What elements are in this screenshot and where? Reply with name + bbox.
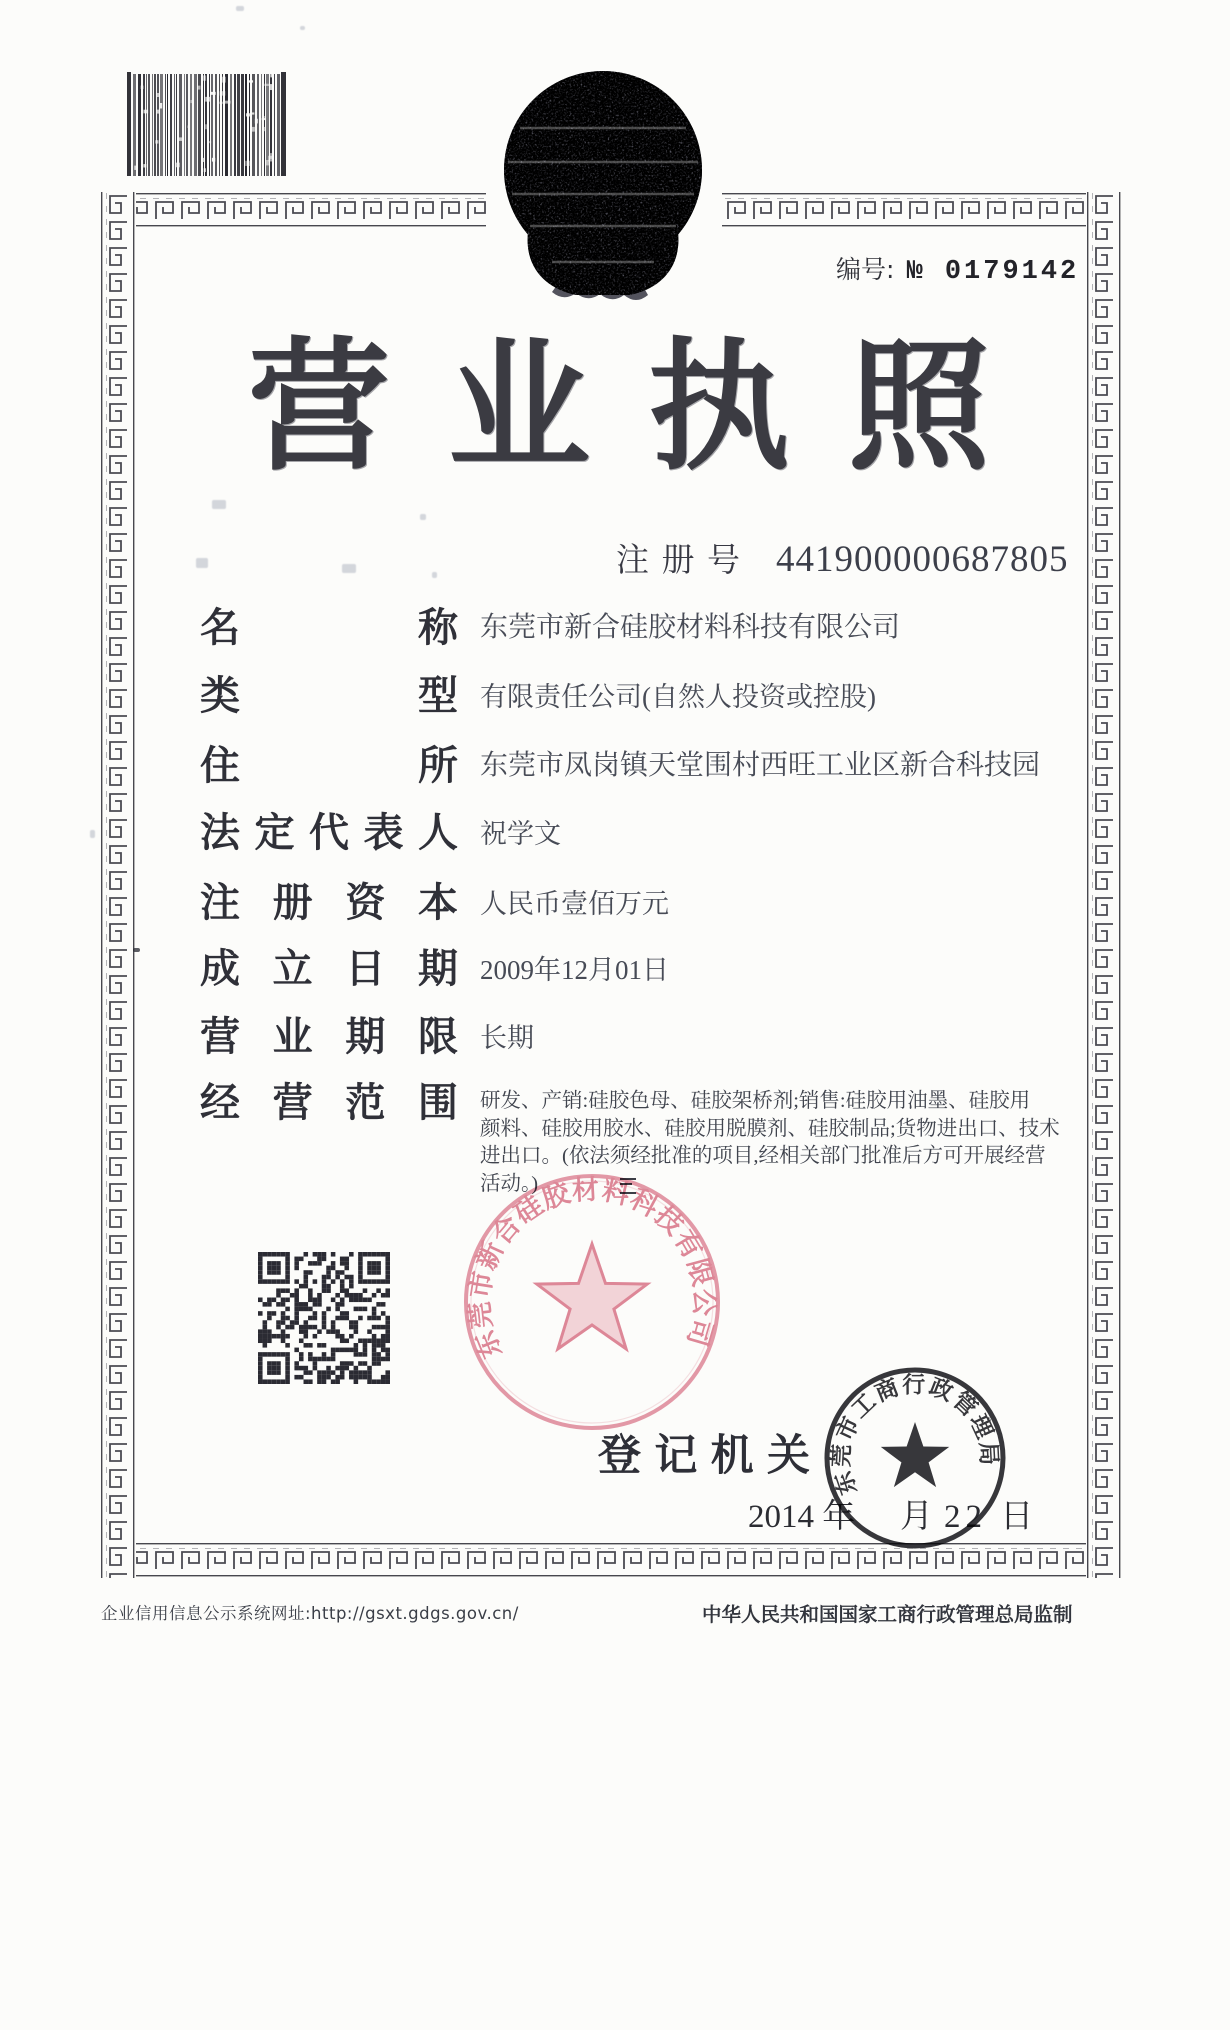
registration-number-label: 注 册 号 — [616, 543, 740, 579]
field-value: 2009年12月01日 — [480, 954, 669, 985]
field-value: 有限责任公司(自然人投资或控股) — [480, 681, 876, 712]
registration-number: 441900000687805 — [776, 539, 1069, 580]
issue-date-day: 22 日 — [944, 1499, 1039, 1535]
seal-text: 东莞市工商行政管理局 — [828, 1372, 1002, 1499]
field-value: 祝学文 — [480, 818, 561, 849]
field-row-business-term — [200, 1016, 1086, 1058]
field-row-establish-date — [200, 948, 1086, 990]
field-value: 人民币壹佰万元 — [480, 888, 669, 919]
certificate-border-left — [100, 192, 136, 1578]
scan-artifact — [133, 948, 140, 952]
field-label: 经 营 范 围 — [200, 1080, 458, 1125]
issue-date-month: 月 — [900, 1499, 933, 1535]
field-value: 长期 — [480, 1022, 534, 1053]
field-row-registered-capital — [200, 882, 1086, 924]
serial-number: № 0179142 — [906, 257, 1080, 287]
business-scope-line: 活动。) — [480, 1172, 539, 1195]
scan-artifact — [90, 830, 95, 838]
scan-artifact — [420, 514, 426, 520]
field-row-address — [200, 745, 1086, 787]
registration-number-line — [616, 534, 1069, 581]
registrar-label: 登 记 机 关 — [598, 1433, 810, 1480]
barcode — [127, 72, 287, 180]
serial-label: 编号: — [836, 255, 895, 284]
issue-date-year: 2014 年 — [748, 1499, 856, 1535]
scan-artifact — [196, 558, 208, 568]
field-row-type — [200, 675, 1086, 717]
field-label: 法 定 代 表 人 — [200, 810, 458, 855]
seal-text: 东莞市新合硅胶材料科技有限公司 — [464, 1174, 720, 1363]
scan-artifact — [212, 500, 226, 509]
field-row-legal-representative — [200, 812, 1086, 854]
field-label: 注 册 资 本 — [200, 880, 458, 925]
certificate-title: 营业执照 — [248, 329, 1048, 487]
field-label: 住 所 — [200, 743, 458, 788]
footer-issuer: 中华人民共和国国家工商行政管理总局监制 — [702, 1605, 1073, 1626]
national-emblem-icon — [490, 66, 716, 301]
serial-number-line — [836, 250, 1079, 287]
scan-artifact — [342, 564, 356, 573]
field-value: 东莞市新合硅胶材料科技有限公司 — [480, 612, 901, 644]
seal-star-icon — [537, 1244, 647, 1349]
certificate-border-right — [1086, 192, 1122, 1578]
field-label: 营 业 期 限 — [200, 1014, 458, 1059]
business-scope-line: 颜料、硅胶用胶水、硅胶用脱膜剂、硅胶制品;货物进出口、技术 — [480, 1117, 1060, 1140]
scan-artifact — [236, 6, 244, 11]
registrar-seal-black — [818, 1361, 1012, 1555]
field-label: 成 立 日 期 — [200, 946, 458, 991]
field-label: 类 型 — [200, 673, 458, 718]
field-value: 东莞市凤岗镇天堂围村西旺工业区新合科技园 — [480, 750, 1041, 782]
field-label: 名 称 — [200, 605, 458, 650]
seal-star-icon — [881, 1422, 949, 1487]
footer-site-url: 企业信用信息公示系统网址:http://gsxt.gdgs.gov.cn/ — [101, 1604, 519, 1623]
scan-artifact — [432, 572, 437, 578]
business-scope-line: 进出口。(依法须经批准的项目,经相关部门批准后方可开展经营 — [480, 1145, 1046, 1167]
qr-code — [258, 1252, 390, 1384]
business-scope-line: 研发、产销:硅胶色母、硅胶架桥剂;销售:硅胶用油墨、硅胶用 — [480, 1090, 1031, 1112]
scan-artifact — [300, 26, 305, 30]
company-seal-red — [452, 1162, 732, 1442]
field-row-name — [200, 607, 1086, 649]
svg-text:东莞市工商行政管理局 — [818, 1361, 1005, 1499]
